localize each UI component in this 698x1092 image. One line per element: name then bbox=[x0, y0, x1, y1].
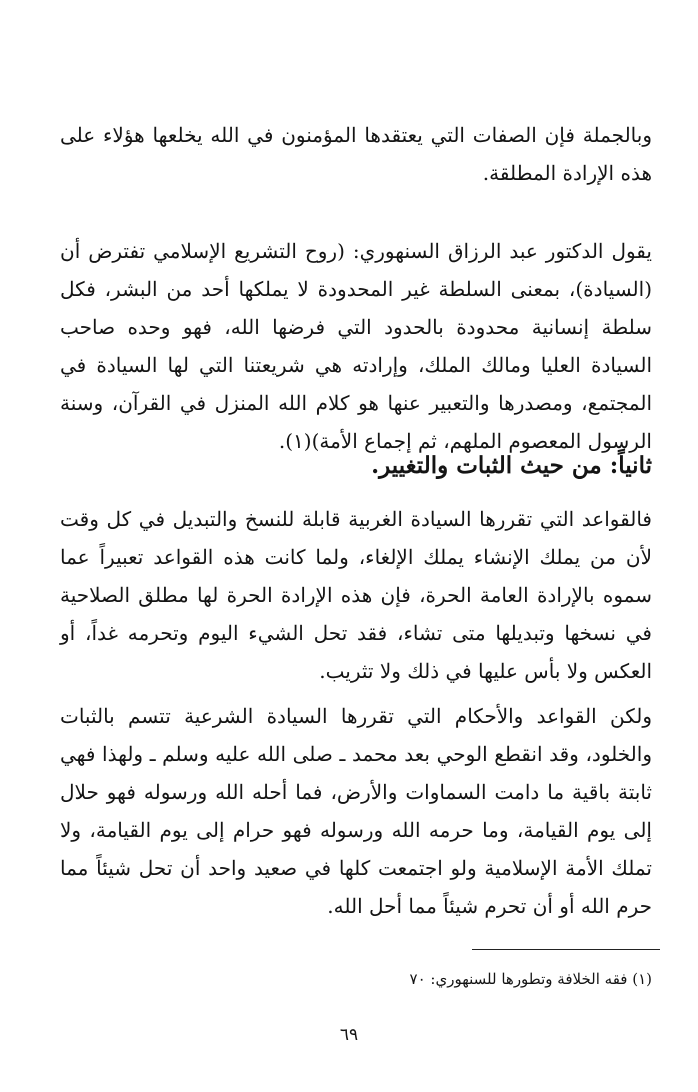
footnote-divider bbox=[472, 949, 660, 950]
paragraph-3: فالقواعد التي تقررها السيادة الغربية قابلة للنسخ والتبديل في كل وقت لأن من يملك الإنشاء يملك الإلغاء، ولما كانت هذه القواعد تعبيراً عما سموه بالإرادة العامة الحرة، فإن هذه الإرادة الحرة لها مطلق الصلاحية في نسخها وتبديلها متى تشاء، فقد تحل الشيء اليوم وتحرمه غداً، أو العكس ولا بأس عليها في ذلك ولا تثريب. bbox=[60, 507, 652, 683]
page-number: ٦٩ bbox=[339, 1025, 359, 1045]
footnote: (١) فقه الخلافة وتطورها للسنهوري: ٧٠ bbox=[409, 970, 652, 988]
section-heading: ثانياً: من حيث الثبات والتغيير. bbox=[371, 452, 652, 479]
paragraph-2-quote: يقول الدكتور عبد الرزاق السنهوري: (روح التشريع الإسلامي تفترض أن (السيادة)، بمعنى السلطة غير المحدودة لا يملكها أحد من البشر، فكل سلطة إنسانية محدودة بالحدود التي فرضها الله، فهو وحده صاحب السيادة العليا ومالك الملك، وإرادته هي شريعتنا التي لها السيادة في المجتمع، ومصدرها والتعبير عنها هو كلام الله المنزل في القرآن، وسنة الرسول المعصوم الملهم، ثم إجماع الأمة)(١). bbox=[60, 239, 652, 453]
paragraph-4: ولكن القواعد والأحكام التي تقررها السيادة الشرعية تتسم بالثبات والخلود، وقد انقطع الوحي بعد محمد ـ صلى الله عليه وسلم ـ ولهذا فهي ثابتة باقية ما دامت السماوات والأرض، فما أحله الله ورسوله فهو حلال إلى يوم القيامة، وما حرمه الله ورسوله فهو حرام إلى يوم القيامة، ولا تملك الأمة الإسلامية ولو اجتمعت كلها في صعيد واحد أن تحل شيئاً مما حرم الله أو أن تحرم شيئاً مما أحل الله. bbox=[60, 704, 652, 918]
paragraph-1: وبالجملة فإن الصفات التي يعتقدها المؤمنون في الله يخلعها هؤلاء على هذه الإرادة المطلقة. bbox=[60, 123, 652, 185]
